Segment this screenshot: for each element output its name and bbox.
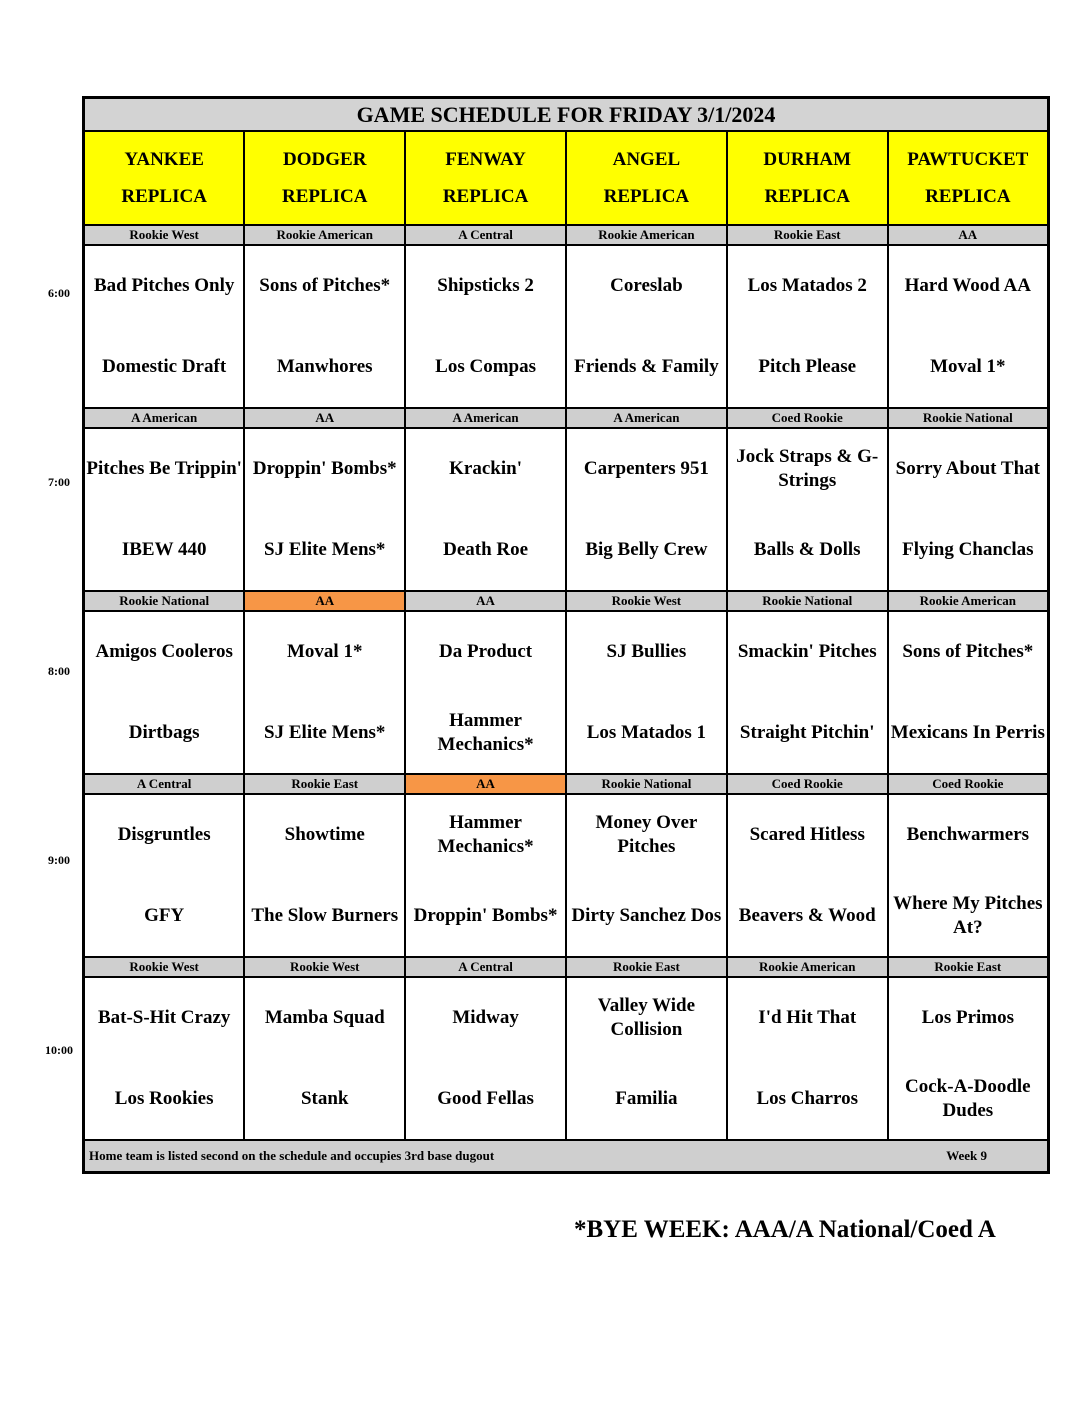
division-label: Rookie American	[566, 225, 727, 245]
footer-row	[84, 1140, 1049, 1173]
matchup	[245, 978, 404, 1139]
games-row	[84, 245, 1049, 408]
division-row	[84, 225, 1049, 245]
game-cell	[244, 428, 405, 591]
matchup	[889, 429, 1047, 590]
game-cell	[84, 428, 245, 591]
game-cell	[888, 245, 1049, 408]
home-team: Death Roe	[443, 538, 529, 560]
game-cell	[566, 794, 727, 957]
home-team: Droppin' Bombs*	[413, 904, 558, 926]
game-cell	[888, 611, 1049, 774]
away-team: Droppin' Bombs*	[252, 458, 397, 480]
division-label: A Central	[84, 774, 245, 794]
away-team: Benchwarmers	[906, 824, 1030, 846]
matchup	[567, 795, 726, 956]
matchup	[85, 795, 243, 956]
footer-content	[85, 1148, 1047, 1164]
matchup	[728, 429, 887, 590]
field-subtitle: REPLICA	[603, 186, 690, 207]
home-team-note: Home team is listed second on the schedule and occupies 3rd base dugout	[89, 1148, 495, 1163]
division-label: Rookie West	[566, 591, 727, 611]
home-team: Friends & Family	[574, 355, 719, 377]
away-team: Carpenters 951	[583, 458, 709, 480]
away-team: Amigos Cooleros	[95, 641, 233, 663]
matchup	[245, 246, 404, 407]
matchup	[406, 978, 565, 1139]
game-cell	[727, 611, 888, 774]
games-row	[84, 611, 1049, 774]
game-cell	[566, 428, 727, 591]
game-cell	[727, 428, 888, 591]
home-team: Hammer Mechanics*	[437, 709, 534, 755]
home-team: Dirty Sanchez Dos	[571, 904, 722, 926]
home-team: Moval 1*	[930, 355, 1006, 377]
home-team: Los Rookies	[114, 1087, 214, 1109]
time-label: 6:00	[48, 286, 70, 300]
division-label: Rookie West	[84, 957, 245, 977]
away-team: I'd Hit That	[758, 1007, 857, 1029]
game-cell	[727, 794, 888, 957]
away-team: Moval 1*	[287, 641, 363, 663]
away-team: Sons of Pitches*	[259, 275, 391, 297]
division-label: Coed Rookie	[727, 774, 888, 794]
games-row	[84, 977, 1049, 1140]
matchup	[245, 795, 404, 956]
field-name: ANGEL	[612, 149, 681, 170]
division-label: Rookie American	[888, 591, 1049, 611]
title-row	[84, 98, 1049, 132]
division-label: AA	[405, 774, 566, 794]
game-cell	[84, 245, 245, 408]
division-label: AA	[888, 225, 1049, 245]
game-cell	[405, 611, 566, 774]
division-row	[84, 408, 1049, 428]
game-cell	[405, 428, 566, 591]
division-label: Rookie East	[566, 957, 727, 977]
game-cell	[244, 794, 405, 957]
home-team: Flying Chanclas	[902, 538, 1034, 560]
game-cell	[244, 611, 405, 774]
home-team: Los Charros	[756, 1087, 858, 1109]
division-label: Rookie East	[727, 225, 888, 245]
matchup	[245, 429, 404, 590]
matchup	[406, 795, 565, 956]
home-team: Stank	[300, 1087, 349, 1109]
division-label: Coed Rookie	[888, 774, 1049, 794]
home-team: Los Compas	[435, 355, 536, 377]
division-label: Rookie National	[566, 774, 727, 794]
game-cell	[566, 611, 727, 774]
matchup	[567, 429, 726, 590]
game-cell	[888, 977, 1049, 1140]
away-team: Sorry About That	[895, 458, 1040, 480]
away-team: Krackin'	[449, 458, 522, 480]
game-cell	[244, 977, 405, 1140]
division-row	[84, 591, 1049, 611]
page-title: GAME SCHEDULE FOR FRIDAY 3/1/2024	[84, 98, 1049, 132]
away-team: Pitches Be Trippin'	[86, 458, 242, 480]
game-cell	[84, 977, 245, 1140]
home-team: Where My Pitches At?	[893, 892, 1043, 938]
away-team: Scared Hitless	[749, 824, 865, 846]
home-team: Mexicans In Perris	[890, 721, 1045, 743]
field-subtitle: REPLICA	[281, 186, 368, 207]
game-cell	[84, 611, 245, 774]
matchup	[889, 612, 1047, 773]
games-row	[84, 794, 1049, 957]
schedule-table	[82, 96, 1050, 1174]
game-cell	[405, 977, 566, 1140]
matchup	[85, 246, 243, 407]
division-label: Rookie American	[244, 225, 405, 245]
field-name: DODGER	[283, 149, 367, 170]
matchup	[728, 795, 887, 956]
game-cell	[727, 245, 888, 408]
away-team: Smackin' Pitches	[737, 641, 877, 663]
field-header	[244, 131, 405, 225]
game-cell	[405, 794, 566, 957]
home-team: SJ Elite Mens*	[264, 721, 386, 743]
matchup	[245, 612, 404, 773]
home-team: Beavers & Wood	[738, 904, 876, 926]
field-subtitle: REPLICA	[121, 186, 207, 207]
matchup	[85, 429, 243, 590]
away-team: Midway	[452, 1007, 519, 1029]
division-row	[84, 774, 1049, 794]
away-team: Hammer Mechanics*	[437, 812, 534, 858]
home-team: Pitch Please	[758, 355, 857, 377]
matchup	[889, 795, 1047, 956]
field-subtitle: REPLICA	[925, 186, 1011, 207]
home-team: Domestic Draft	[102, 355, 227, 377]
away-team: Hard Wood AA	[904, 275, 1031, 297]
away-team: Valley Wide Collision	[597, 995, 696, 1041]
field-header	[405, 131, 566, 225]
matchup	[85, 612, 243, 773]
away-team: Money Over Pitches	[595, 812, 698, 858]
game-cell	[888, 794, 1049, 957]
matchup	[567, 978, 726, 1139]
week-label: Week 9	[946, 1148, 987, 1163]
home-team: Familia	[615, 1087, 678, 1109]
field-header-row	[84, 131, 1049, 225]
home-team: Cock-A-Doodle Dudes	[905, 1075, 1031, 1121]
field-name: DURHAM	[763, 149, 852, 170]
division-row	[84, 957, 1049, 977]
matchup	[889, 978, 1047, 1139]
field-name: PAWTUCKET	[907, 149, 1029, 170]
matchup	[406, 246, 565, 407]
away-team: Los Primos	[921, 1007, 1014, 1029]
field-subtitle: REPLICA	[442, 186, 529, 207]
division-label: Rookie National	[727, 591, 888, 611]
field-header	[727, 131, 888, 225]
game-cell	[566, 245, 727, 408]
away-team: Disgruntles	[117, 824, 211, 846]
away-team: Da Product	[439, 641, 533, 663]
away-team: Showtime	[284, 824, 365, 846]
bye-week-note: *BYE WEEK: AAA/A National/Coed A	[574, 1216, 996, 1243]
home-team: Good Fellas	[437, 1087, 534, 1109]
matchup	[728, 612, 887, 773]
game-cell	[727, 977, 888, 1140]
game-cell	[405, 245, 566, 408]
matchup	[567, 246, 726, 407]
away-team: Los Matados 2	[747, 275, 867, 297]
division-label: Rookie American	[727, 957, 888, 977]
division-label: A American	[84, 408, 245, 428]
matchup	[406, 429, 565, 590]
home-team: Dirtbags	[128, 721, 200, 743]
division-label: A American	[566, 408, 727, 428]
game-cell	[888, 428, 1049, 591]
division-label: Coed Rookie	[727, 408, 888, 428]
away-team: Coreslab	[610, 275, 683, 297]
time-label: 8:00	[48, 664, 70, 678]
division-label: Rookie East	[888, 957, 1049, 977]
division-label: Rookie East	[244, 774, 405, 794]
home-team: The Slow Burners	[251, 904, 399, 926]
footer-cell	[84, 1140, 1049, 1173]
matchup	[567, 612, 726, 773]
time-label: 7:00	[48, 475, 70, 489]
matchup	[889, 246, 1047, 407]
away-team: Sons of Pitches*	[902, 641, 1034, 663]
division-label: AA	[405, 591, 566, 611]
home-team: Manwhores	[276, 355, 373, 377]
field-header	[888, 131, 1049, 225]
home-team: Los Matados 1	[586, 721, 707, 743]
away-team: Mamba Squad	[264, 1007, 385, 1029]
home-team: SJ Elite Mens*	[264, 538, 386, 560]
matchup	[728, 978, 887, 1139]
away-team: Shipsticks 2	[437, 275, 534, 297]
games-row	[84, 428, 1049, 591]
away-team: Bat-S-Hit Crazy	[97, 1007, 231, 1029]
field-subtitle: REPLICA	[764, 186, 850, 207]
away-team: Jock Straps & G-Strings	[736, 446, 879, 492]
field-header	[84, 131, 245, 225]
division-label: Rookie West	[84, 225, 245, 245]
home-team: IBEW 440	[121, 538, 207, 560]
matchup	[728, 246, 887, 407]
time-label: 9:00	[48, 853, 70, 867]
division-label: A American	[405, 408, 566, 428]
matchup	[406, 612, 565, 773]
home-team: Straight Pitchin'	[739, 721, 875, 743]
away-team: Bad Pitches Only	[93, 275, 235, 297]
game-cell	[84, 794, 245, 957]
away-team: SJ Bullies	[606, 641, 687, 663]
field-header	[566, 131, 727, 225]
field-name: YANKEE	[124, 149, 204, 170]
home-team: GFY	[144, 904, 185, 926]
home-team: Big Belly Crew	[585, 538, 708, 560]
game-cell	[244, 245, 405, 408]
time-label: 10:00	[45, 1043, 73, 1057]
division-label: A Central	[405, 225, 566, 245]
division-label: AA	[244, 408, 405, 428]
matchup	[85, 978, 243, 1139]
field-name: FENWAY	[445, 149, 526, 170]
division-label: A Central	[405, 957, 566, 977]
home-team: Balls & Dolls	[753, 538, 861, 560]
division-label: Rookie West	[244, 957, 405, 977]
division-label: Rookie National	[888, 408, 1049, 428]
division-label: Rookie National	[84, 591, 245, 611]
game-cell	[566, 977, 727, 1140]
division-label: AA	[244, 591, 405, 611]
